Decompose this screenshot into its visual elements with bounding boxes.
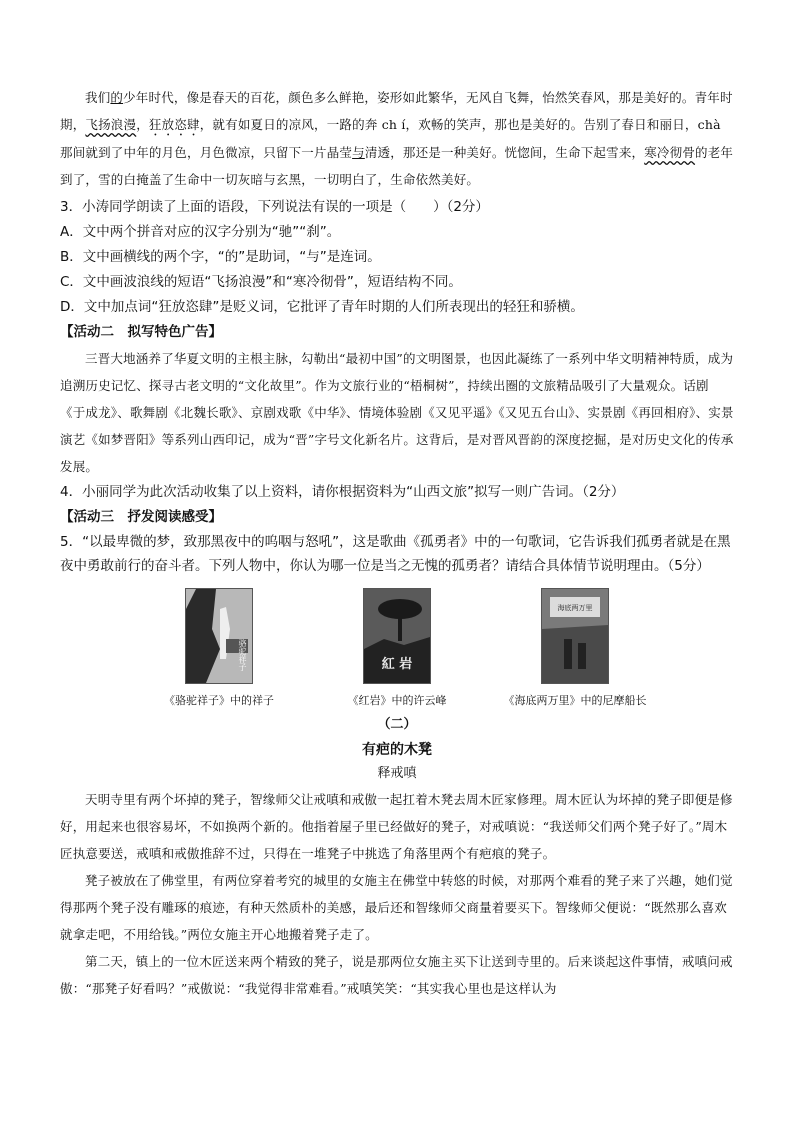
dotted-word: 狂放恣肆 xyxy=(148,117,200,132)
question-3 xyxy=(60,195,734,320)
question-4: 4．小丽同学为此次活动收集了以上资料，请你根据资料为“山西文旅”拟写一则广告词。（2分） xyxy=(60,484,625,500)
activity-2-heading: 【活动二 拟写特色广告】 xyxy=(60,324,222,340)
text-run: 的老年到了，雪的白掩盖了生命中一切灰暗与玄黑，一切明白了，生命依然美好。 xyxy=(60,145,734,187)
book-figures xyxy=(60,588,734,708)
figure-xuyunfeng xyxy=(322,588,472,708)
option-d: D．文中加点词“狂放恣肆”是贬义词，它批评了青年时期的人们所表现出的轻狂和骄横。 xyxy=(60,299,584,315)
figure-xiangzi xyxy=(144,588,294,708)
figure-caption: 《红岩》中的许云峰 xyxy=(347,694,447,707)
cover-title: 骆驼祥子 xyxy=(238,639,247,671)
figure-caption: 《骆驼祥子》中的祥子 xyxy=(164,694,274,707)
article-paragraph-2: 凳子被放在了佛堂里，有两位穿着考究的城里的女施主在佛堂中转悠的时候，对那两个难看的凳子来了兴趣，她们觉得那两个凳子没有雕琢的痕迹，有种天然质朴的美感，最后还和智缘师父商量着要买下。智缘师父便说：“既然那么喜欢就拿走吧，不用给钱。”两位女施主开心地搬着凳子走了。 xyxy=(60,873,733,942)
option-b: B．文中画横线的两个字，“的”是助词，“与”是连词。 xyxy=(60,249,381,265)
article-paragraph-3: 第二天，镇上的一位木匠送来两个精致的凳子，说是那两位女施主买下让送到寺里的。后来谈起这件事情，戒嗔问戒傲：“那凳子好看吗？”戒傲说：“我觉得非常难看。”戒嗔笑笑：“其实我心里也是这样认为 xyxy=(60,954,733,996)
exam-page xyxy=(60,84,734,1002)
text-run: ， xyxy=(136,117,149,132)
article-title: 有疤的木凳 xyxy=(362,742,432,758)
option-a: A．文中两个拼音对应的汉字分别为“驰”“刹”。 xyxy=(60,224,341,240)
figure-nemo xyxy=(500,588,650,708)
underlined-word-de: 的 xyxy=(110,90,124,105)
text-run: ，就有如夏日的凉风，一路的奔 ch í，欢畅的笑声，那也是美好的。告别了春日和丽日，chà 那间就到了中年的月色，月色微凉，只留下一片晶莹 xyxy=(60,117,721,160)
wavy-phrase-1: 飞扬浪漫 xyxy=(85,117,137,132)
cover-title: 紅 岩 xyxy=(381,657,413,672)
text-run: 少年时代，像是春天的百花，颜色多么鲜艳，姿形如此繁华，无风自飞舞，怡然笑春风，那是美好的。青年时期， xyxy=(60,90,733,132)
figure-caption: 《海底两万里》中的尼摩船长 xyxy=(503,694,647,707)
question-stem: 3．小涛同学朗读了上面的语段，下列说法有误的一项是（ ）（2分） xyxy=(60,199,489,215)
text-run: 清透，那还是一种美好。恍惚间，生命下起雪来， xyxy=(364,145,645,160)
book-cover-image xyxy=(185,588,253,684)
wavy-phrase-2: 寒冷彻骨 xyxy=(644,145,696,160)
activity-3-heading: 【活动三 抒发阅读感受】 xyxy=(60,509,222,525)
passage-paragraph xyxy=(60,84,734,193)
article-author: 释戒嗔 xyxy=(377,766,417,781)
book-cover-image xyxy=(541,588,609,684)
question-5: 5．“以最卑微的梦，致那黑夜中的呜咽与怒吼”，这是歌曲《孤勇者》中的一句歌词，它告诉我们孤勇者就是在黑夜中勇敢前行的奋斗者。下列人物中，你认为哪一位是当之无愧的孤勇者？请结合具体情节说明理由。（5分） xyxy=(60,534,731,574)
option-c: C．文中画波浪线的短语“飞扬浪漫”和“寒冷彻骨”，短语结构不同。 xyxy=(60,274,462,290)
cover-title: 海底两万里 xyxy=(557,604,593,612)
book-cover-image xyxy=(363,588,431,684)
activity-2-material: 三晋大地涵养了华夏文明的主根主脉，勾勒出“最初中国”的文明图景，也因此凝练了一系列中华文明精神特质，成为追溯历史记忆、探寻古老文明的“文化故里”。作为文旅行业的“梧桐树”，持续出圈的文旅精品吸引了大量观众。话剧《于成龙》、歌舞剧《北魏长歌》、京剧戏歌《中华》、情境体验剧《又见平遥》《又见五台山》、实景剧《再回相府》、实景演艺《如梦晋阳》等系列山西印记，成为“晋”字号文化新名片。这背后，是对晋风晋韵的深度挖掘，是对历史文化的传承发展。 xyxy=(60,351,734,474)
text-run: 我们 xyxy=(85,90,111,105)
underlined-word-yu: 与 xyxy=(352,145,365,160)
section-number: （二） xyxy=(377,717,417,732)
article-paragraph-1: 天明寺里有两个坏掉的凳子，智缘师父让戒嗔和戒傲一起扛着木凳去周木匠家修理。周木匠认为坏掉的凳子即便是修好，用起来也很容易坏，不如换两个新的。他指着屋子里已经做好的凳子，对戒嗔说：“我送师父们两个凳子好了。”周木匠执意要送，戒嗔和戒傲推辞不过，只得在一堆凳子中挑选了角落里两个有疤痕的凳子。 xyxy=(60,792,733,861)
